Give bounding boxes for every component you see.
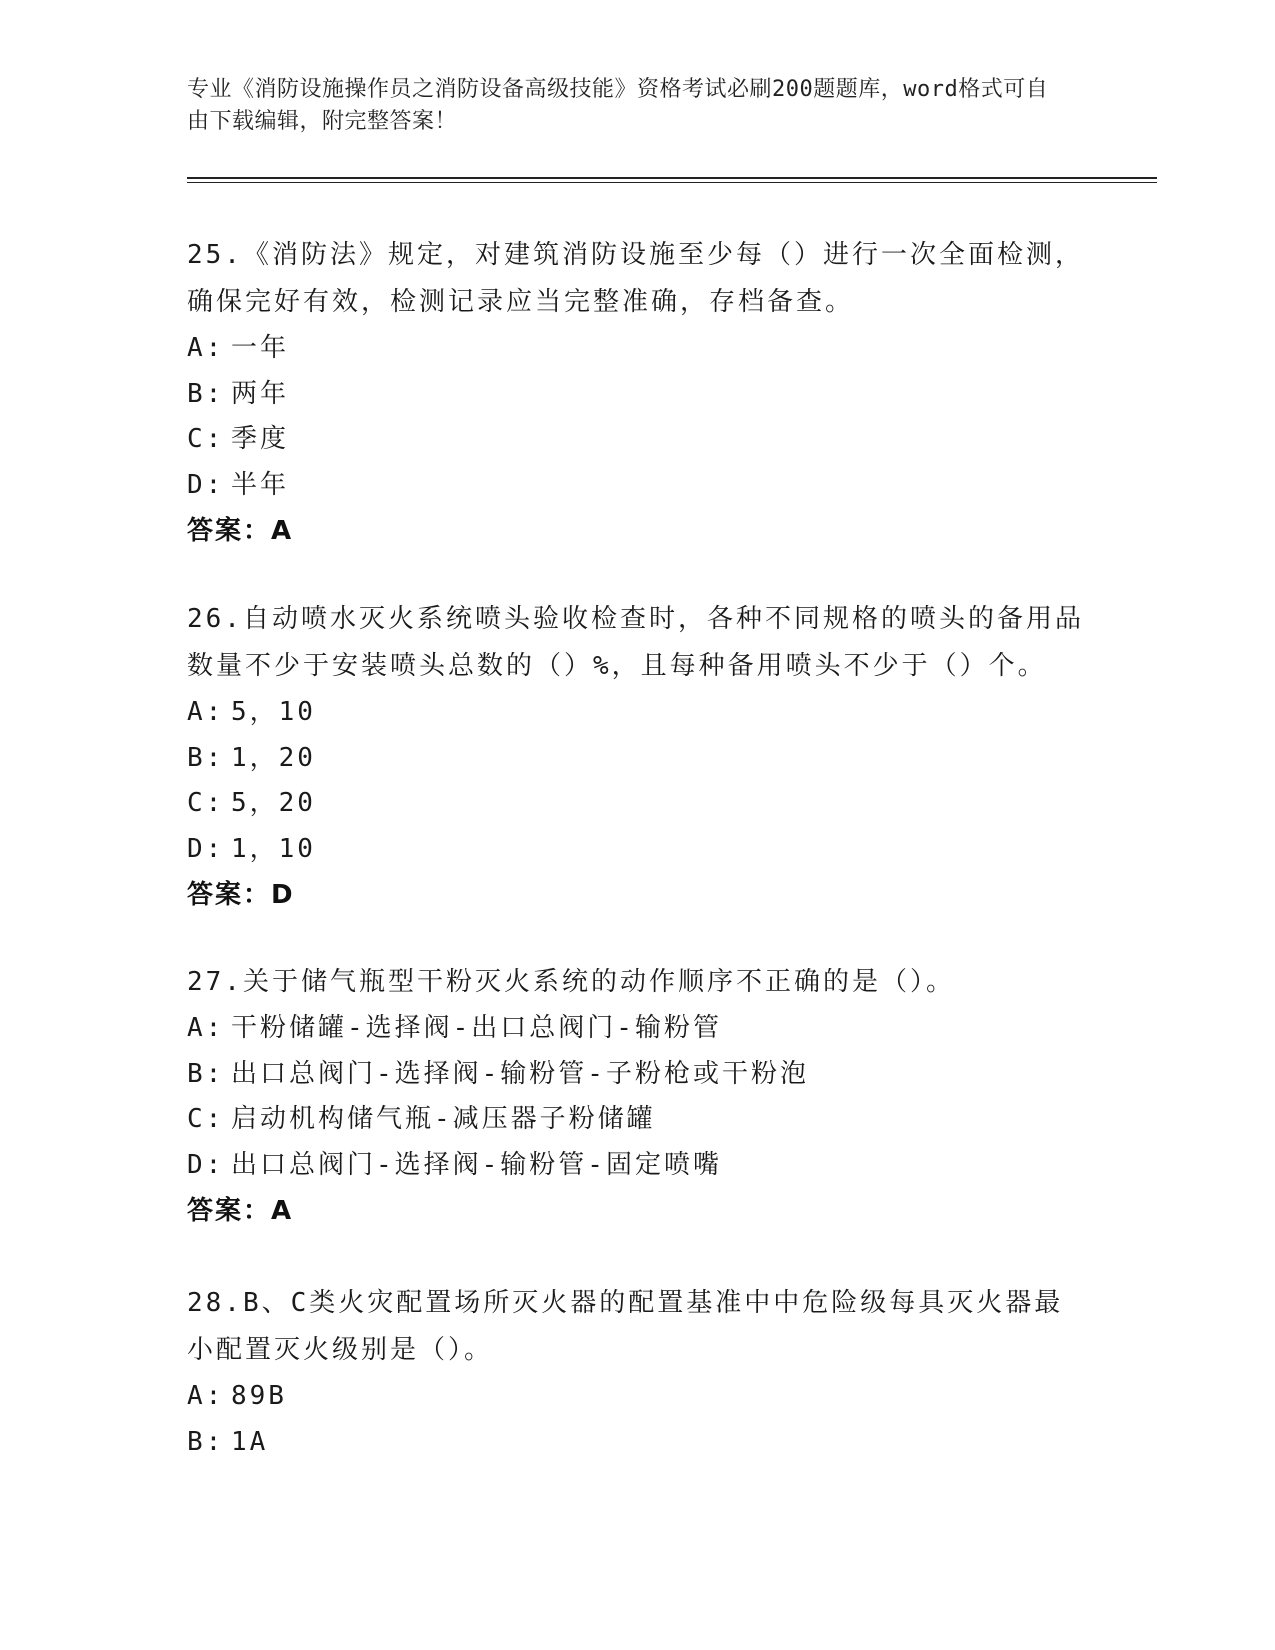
option-letter: A: <box>187 697 225 727</box>
header-divider-thin <box>187 182 1157 183</box>
option-letter: C: <box>187 788 225 818</box>
option-text: 两年 <box>231 378 290 409</box>
option-text: 出口总阀门-选择阀-输粉管-固定喷嘴 <box>231 1149 722 1180</box>
option-letter: B: <box>187 1058 225 1089</box>
option-d <box>187 463 1087 509</box>
question-stem: 25.《消防法》规定，对建筑消防设施至少每（）进行一次全面检测，确保完好有效，检测记录应当完整准确，存档备查。 <box>187 240 1084 317</box>
option-letter: A: <box>187 1381 225 1411</box>
option-letter: D: <box>187 1149 225 1180</box>
answer-label: 答案：A <box>187 1196 294 1226</box>
option-letter: A: <box>187 333 225 363</box>
header-divider-thick <box>187 177 1157 179</box>
option-text: 季度 <box>231 424 290 454</box>
option-letter: C: <box>187 1104 225 1134</box>
option-letter: B: <box>187 1426 225 1457</box>
question-27 <box>187 959 1087 1234</box>
option-letter: B: <box>187 742 225 773</box>
option-letter: C: <box>187 424 225 454</box>
option-d <box>187 827 1087 873</box>
question-25 <box>187 232 1087 554</box>
document-header: 专业《消防设施操作员之消防设备高级技能》资格考试必刷200题题库，word格式可自由下载编辑，附完整答案！ <box>187 77 1049 134</box>
answer-label: 答案：A <box>187 516 294 546</box>
option-text: 5，10 <box>231 697 316 727</box>
option-letter: D: <box>187 833 225 864</box>
answer-label: 答案：D <box>187 880 295 910</box>
option-letter: A: <box>187 1013 225 1043</box>
option-text: 一年 <box>231 333 290 363</box>
option-text: 半年 <box>231 469 290 500</box>
option-text: 5，20 <box>231 788 316 818</box>
question-stem: 28.B、C类火灾配置场所灭火器的配置基准中中危险级每具灭火器最小配置灭火级别是（）。 <box>187 1288 1064 1365</box>
option-text: 89B <box>231 1381 287 1411</box>
question-stem: 26.自动喷水灭火系统喷头验收检查时，各种不同规格的喷头的备用品数量不少于安装喷头总数的（）%，且每种备用喷头不少于（）个。 <box>187 604 1084 681</box>
option-b <box>187 736 1087 782</box>
option-a <box>187 1006 1087 1052</box>
option-text: 干粉储罐-选择阀-出口总阀门-输粉管 <box>231 1013 722 1043</box>
option-text: 1A <box>231 1426 269 1457</box>
option-letter: D: <box>187 469 225 500</box>
option-d <box>187 1143 1087 1189</box>
question-stem: 27.关于储气瓶型干粉灭火系统的动作顺序不正确的是（）。 <box>187 967 955 997</box>
option-c <box>187 1097 1087 1143</box>
option-b <box>187 1420 1087 1466</box>
option-c <box>187 781 1087 827</box>
option-c <box>187 417 1087 463</box>
option-letter: B: <box>187 378 225 409</box>
option-text: 1，10 <box>231 833 316 864</box>
option-a <box>187 326 1087 372</box>
option-text: 启动机构储气瓶-减压器子粉储罐 <box>231 1104 656 1134</box>
option-b <box>187 1052 1087 1098</box>
option-a <box>187 1374 1087 1420</box>
question-28 <box>187 1280 1087 1465</box>
option-text: 1，20 <box>231 742 316 773</box>
option-b <box>187 372 1087 418</box>
option-a <box>187 690 1087 736</box>
option-text: 出口总阀门-选择阀-输粉管-子粉枪或干粉泡 <box>231 1058 809 1089</box>
question-26 <box>187 596 1087 918</box>
